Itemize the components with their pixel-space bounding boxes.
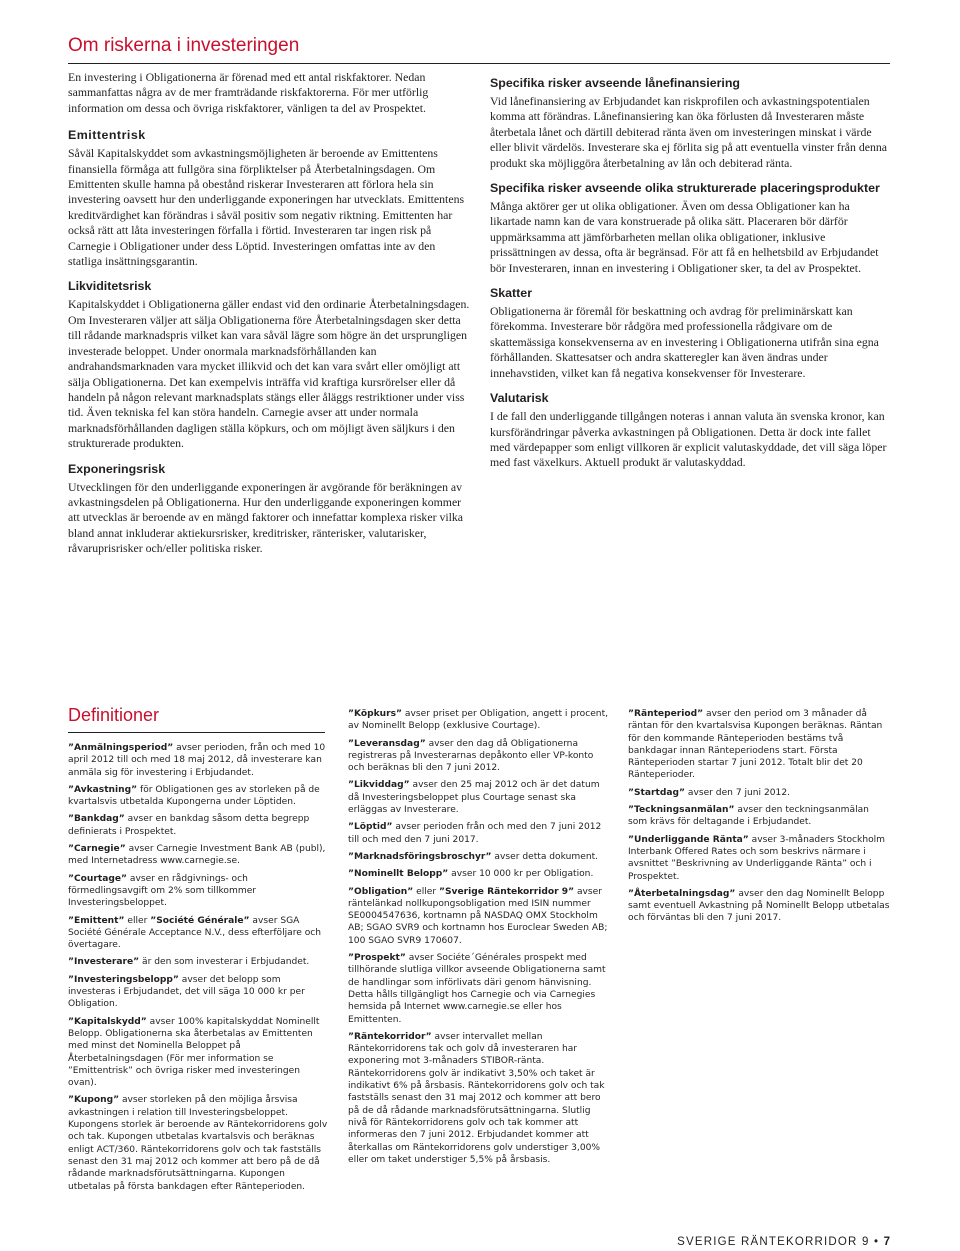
definition-entry bbox=[628, 834, 890, 883]
definition-term: ”Teckningsanmälan” bbox=[628, 805, 735, 816]
definition-entry bbox=[348, 1031, 610, 1166]
definition-term: ”Kapitalskydd” bbox=[68, 1016, 147, 1027]
definition-entry bbox=[68, 1094, 330, 1192]
definition-text: avser en bankdag såsom detta begrepp definierats i Prospektet. bbox=[68, 814, 310, 837]
definition-term: ”Emittent” bbox=[68, 915, 125, 926]
definition-text: avser den dag Nominellt Belopp samt eventuell Avkastning på Nominellt Belopp utbetalas och förväntas bli den 7 juni 2017. bbox=[628, 888, 890, 924]
definition-text: avser 3-månaders Stockholm Interbank Offered Rates och som beskrivs närmare i avsnittet ”Beskrivning av Underliggande Ränta” och i Prospektet. bbox=[628, 834, 886, 882]
definition-connector: eller bbox=[124, 915, 151, 926]
definition-term: ”Courtage” bbox=[68, 873, 127, 884]
skatter-heading: Skatter bbox=[490, 286, 533, 301]
lanefinansiering-text: Vid lånefinansiering av Erbjudandet kan riskprofilen och avkastningspotentialen komma att förändras. Lånefinansiering kan öka förlusten då Investeraren måste återbetala lånet och därtill debiterad ränta även om investeringen minskat i värde eller blivit värdelös. Investerare ska ej förlita sig på att eventuella vinster från denna produkt ska möjliggöra återbetalning av lån och debiterad ränta. bbox=[490, 94, 888, 170]
valutarisk-heading: Valutarisk bbox=[490, 391, 549, 406]
definition-text: avser intervallet mellan Räntekorridorens tak och golv då investeraren har exponering mot 3-månaders STIBOR-ränta. Räntekorridorens golv är indikativt 3,50% och taket är indikativt 6% på årsbasis. Räntekorridorens golv och tak fastställs senast den 31 maj 2012 och kommer att bero på de då rådande marknadsförutsättningarna. Slutlig nivå för Räntekorridorens golv och tak kommer att informeras den 7 juni 2012. Erbjudandet kommer att återkallas om Räntekorridorens golv understiger 3,00% eller om taket understiger 5,5% på årsbasis. bbox=[348, 1031, 605, 1165]
definitions-column-1 bbox=[68, 742, 330, 1198]
definition-text: för Obligationen ges av storleken på de kvartalsvis utbetalda Kupongerna under Löptiden. bbox=[68, 784, 320, 808]
definition-term: ”Investerare” bbox=[68, 957, 140, 968]
definition-entry bbox=[68, 956, 330, 968]
definition-text: avser den dag då Obligationerna registreras på Investerarnas depåkonto eller VP-konto och beräknas bli den 7 juni 2012. bbox=[348, 738, 594, 774]
definition-entry bbox=[628, 804, 890, 829]
emittentrisk-heading: Emittentrisk bbox=[68, 128, 146, 143]
definition-entry bbox=[348, 952, 610, 1026]
definition-term: ”Underliggande Ränta” bbox=[628, 834, 749, 845]
definition-text: avser perioden från och med den 7 juni 2012 till och med den 7 juni 2017. bbox=[348, 822, 602, 845]
definition-text: avser priset per Obligation, angett i procent, av Nominellt Belopp (exklusive Courtage). bbox=[348, 709, 609, 732]
definition-entry bbox=[348, 738, 610, 775]
definition-entry bbox=[628, 888, 890, 925]
definition-entry bbox=[348, 868, 610, 880]
definition-entry bbox=[68, 974, 330, 1011]
definition-text: avser en rådgivnings- och förmedlingsavgift om 2% som tillkommer Investeringsbeloppet. bbox=[68, 873, 257, 909]
definition-entry bbox=[68, 742, 330, 779]
exponeringsrisk-heading: Exponeringsrisk bbox=[68, 461, 166, 476]
likviditetsrisk-text: Kapitalskyddet i Obligationerna gäller endast vid den ordinarie Återbetalningsdagen. Om Investeraren väljer att sälja Obligationerna före Återbetalningsdagen sker detta till rådande marknadspris vilket kan vara såväl lägre som högre än det ursprungligen investerade beloppet. Under onormala marknadsförhållanden kan andrahandsmarknaden vara mycket illikvid och det kan vara svårt eller omöjligt att sälja Obligationerna. Det kan exempelvis inträffa vid kraftiga kursrörelser eller då handeln på någon relevant marknadsplats stängs eller åläggs restriktioner under viss tid. Även tekniska fel kan störa handeln. Carnegie avser att under normala marknadsförhållanden dagligen ställa köpkurs, och om möjligt även säljkurs i den strukturerade produkten. bbox=[68, 297, 470, 451]
definition-text: avser 100% kapitalskyddat Nominellt Belopp. Obligationerna ska återbetalas av Emittenten med minst det Nominella Beloppet på Återbetalningsdagen (För mer information se ”Emittentrisk” och övriga risker med investeringen ovan). bbox=[68, 1016, 320, 1089]
lanefinansiering-heading: Specifika risker avseende lånefinansiering bbox=[490, 76, 740, 90]
definition-term: ”Bankdag” bbox=[68, 814, 125, 825]
definition-term: ”Carnegie” bbox=[68, 844, 126, 855]
definition-term: ”Löptid” bbox=[348, 822, 393, 833]
skatter-text: Obligationerna är föremål för beskattning och avdrag för preliminärskatt kan förekomma. Investerare bör rådgöra med professionella rådgivare om de skattemässiga konsekvenserna av en investering i Obligationerna utifrån sina egna förhållanden. Skattesatser och andra skatteregler kan även ändras under innehavstiden, vilket kan få negativa konsekvenser för Investerare. bbox=[490, 304, 879, 380]
definition-term-alt: ”Sverige Räntekorridor 9” bbox=[439, 886, 575, 897]
definition-term: ”Investeringsbelopp” bbox=[68, 974, 179, 985]
definition-connector: eller bbox=[413, 886, 440, 897]
definition-text: avser storleken på den möjliga årsvisa avkastningen i relation till Investeringsbeloppet. Kupongens storlek är beroende av Räntekorridorens golv och tak. Kupongen utbetalas kvartalsvis och beräknas enligt ACT/360. Räntekorridorens golv och tak fastställs senast den 31 maj 2012 och kommer att bero på de då rådande marknadsförutsättningarna. Kupongen utbetalas på första bankdagen efter Ränteperioden. bbox=[68, 1095, 328, 1192]
definition-term: ”Återbetalningsdag” bbox=[628, 888, 736, 899]
risks-right-column bbox=[490, 76, 890, 474]
valutarisk-text: I de fall den underliggande tillgången noteras i annan valuta än svenska kronor, kan kursförändringar påverka avkastningen på Obligationen. Detta är dock inte fallet med värdepapper som enligt villkoren är explicit valutaskyddade, det vill säga löper med fast växelkurs. Aktuell produkt är valutaskyddad. bbox=[490, 409, 887, 470]
definition-entry bbox=[348, 851, 610, 863]
definition-term: ”Anmälningsperiod” bbox=[68, 743, 174, 753]
definition-entry bbox=[68, 784, 330, 809]
risks-title: Om riskerna i investeringen bbox=[68, 35, 300, 56]
risks-intro: En investering i Obligationerna är förenad med ett antal riskfaktorer. Nedan sammanfattas några av de mer framträdande riskfaktorerna. För mer utförlig information om dessa och övriga riskfaktorer, vänligen ta del av Prospektet. bbox=[68, 70, 429, 115]
definition-text: avser den 25 maj 2012 och är det datum då Investeringsbeloppet plus Courtage senast ska erläggas av Investerare. bbox=[348, 780, 600, 816]
emittentrisk-text: Såväl Kapitalskyddet som avkastningsmöjligheten är beroende av Emittentens finansiella förmåga att fullgöra sina förpliktelser på Återbetalningsdagen. Om Emittenten skulle hamna på obestånd riskerar Investeraren att förlora hela sin investering oavsett hur den underliggande exponeringen har utvecklats. Emittentens kreditvärdighet kan förändras i såväl positiv som negativ riktning. Emittenten har också rätt att låta investeringen förfalla i förtid. Investeraren tar ingen risk på Carnegie i Obligationer under dess Löptid. Investeringen omfattas inte av den statliga insättningsgarantin. bbox=[68, 146, 465, 269]
exponeringsrisk-text: Utvecklingen för den underliggande exponeringen är avgörande för beräkningen av avkastningsdelen på Obligationerna. Hur den underliggande exponeringen kommer att utvecklas är beroende av en mängd faktorer och innefattar komplexa risker vilka bland annat inkluderar aktiekursrisker, kreditrisker, ränterisker, valutarisker, råvaruprisrisker och/eller politiska risker. bbox=[68, 479, 464, 556]
definition-text: avser Carnegie Investment Bank AB (publ), med Internetadress www.carnegie.se. bbox=[68, 844, 326, 867]
footer-label: SVERIGE RÄNTEKORRIDOR 9 bbox=[677, 1236, 870, 1248]
definition-term: ”Likviddag” bbox=[348, 780, 410, 791]
likviditetsrisk-heading: Likviditetsrisk bbox=[68, 279, 152, 294]
definition-term: ”Prospekt” bbox=[348, 953, 406, 964]
page-footer bbox=[677, 1236, 890, 1248]
definition-term: ”Avkastning” bbox=[68, 784, 138, 795]
definitions-column-2 bbox=[348, 708, 610, 1171]
definition-term: ”Leveransdag” bbox=[348, 738, 426, 749]
definition-term: ”Marknadsföringsbroschyr” bbox=[348, 851, 492, 862]
olika-produkter-text: Många aktörer ger ut olika obligationer. Även om dessa Obligationer kan ha likartade namn kan de vara konstruerade på olika sätt. Placeraren bör därför uppmärksamma att jämförbarheten mellan olika obligationer, inklusive prissättningen av dessa, ofta är begränsad. För att få en helhetsbild av Erbjudandet bör Investeraren, innan en investering i Obligationer sker, ta del av Prospektet. bbox=[490, 199, 879, 275]
definition-term: ”Ränteperiod” bbox=[628, 709, 704, 719]
definitions-column-3 bbox=[628, 708, 890, 930]
definition-entry bbox=[68, 915, 330, 952]
definition-entry bbox=[348, 779, 610, 816]
definition-text: avser den teckningsanmälan som krävs för deltagande i Erbjudandet. bbox=[628, 805, 869, 828]
definitions-rule bbox=[68, 732, 325, 733]
definitions-title: Definitioner bbox=[68, 705, 160, 725]
definition-entry bbox=[348, 708, 610, 733]
definition-entry bbox=[68, 873, 330, 910]
olika-produkter-heading: Specifika risker avseende olika strukturerade placeringsprodukter bbox=[490, 181, 880, 196]
definition-entry bbox=[628, 708, 890, 782]
definition-text: avser 10 000 kr per Obligation. bbox=[448, 869, 594, 880]
top-rule bbox=[68, 63, 890, 64]
definition-term-alt: ”Société Générale” bbox=[150, 915, 250, 926]
definition-text: avser Sociéte´Générales prospekt med tillhörande slutliga villkor avseende Obligationerna samt de handlingar som införlivats däri genom hänvisning. Detta hålls tillgängligt hos Carnegie och via Carnegies hemsida på Internet www.carnegie.se eller hos Emittenten. bbox=[348, 953, 606, 1025]
page-number: 7 bbox=[883, 1236, 890, 1248]
definition-term: ”Startdag” bbox=[628, 787, 685, 798]
definition-term: ”Köpkurs” bbox=[348, 709, 403, 719]
risks-left-column bbox=[68, 70, 470, 560]
definition-term: ”Räntekorridor” bbox=[348, 1031, 432, 1042]
definition-text: avser detta dokument. bbox=[491, 851, 599, 862]
definition-entry bbox=[68, 1016, 330, 1090]
definition-term: ”Nominellt Belopp” bbox=[348, 869, 449, 880]
definition-entry bbox=[68, 843, 330, 868]
footer-separator: • bbox=[873, 1236, 880, 1248]
definition-term: ”Kupong” bbox=[68, 1095, 120, 1106]
definition-term: ”Obligation” bbox=[348, 886, 414, 897]
definition-text: avser den period om 3 månader då räntan för den kvartalsvisa Kupongen beräknas. Räntan för den kommande Ränteperioden bestäms två bankdagar innan Ränteperiodens start. Första Ränteperioden startar 7 juni 2012. Totalt blir det 20 Ränteperioder. bbox=[628, 709, 883, 781]
definition-text: avser räntelänkad nollkupongsobligation med ISIN nummer SE0004547636, kortnamn på NASDAQ OMX Stockholm AB; SGAO SVR9 och kortnamn hos Euroclear Sweden AB; 100 SGAO SVR9 170607. bbox=[348, 886, 608, 946]
definition-entry bbox=[348, 886, 610, 947]
definition-text: avser perioden, från och med 10 april 2012 till och med 18 maj 2012, då investerare kan anmäla sig för investering i Erbjudandet. bbox=[68, 743, 326, 778]
definition-text: avser den 7 juni 2012. bbox=[684, 787, 790, 798]
definition-text: avser det belopp som investeras i Erbjudandet, det vill säga 10 000 kr per Obligation. bbox=[68, 974, 305, 1010]
definition-text: avser SGA Société Générale Acceptance N.V., dess efterföljare och övertagare. bbox=[68, 915, 322, 951]
definition-entry bbox=[348, 821, 610, 846]
definition-entry bbox=[628, 787, 890, 799]
definition-entry bbox=[68, 813, 330, 838]
definition-text: är den som investerar i Erbjudandet. bbox=[139, 957, 310, 968]
